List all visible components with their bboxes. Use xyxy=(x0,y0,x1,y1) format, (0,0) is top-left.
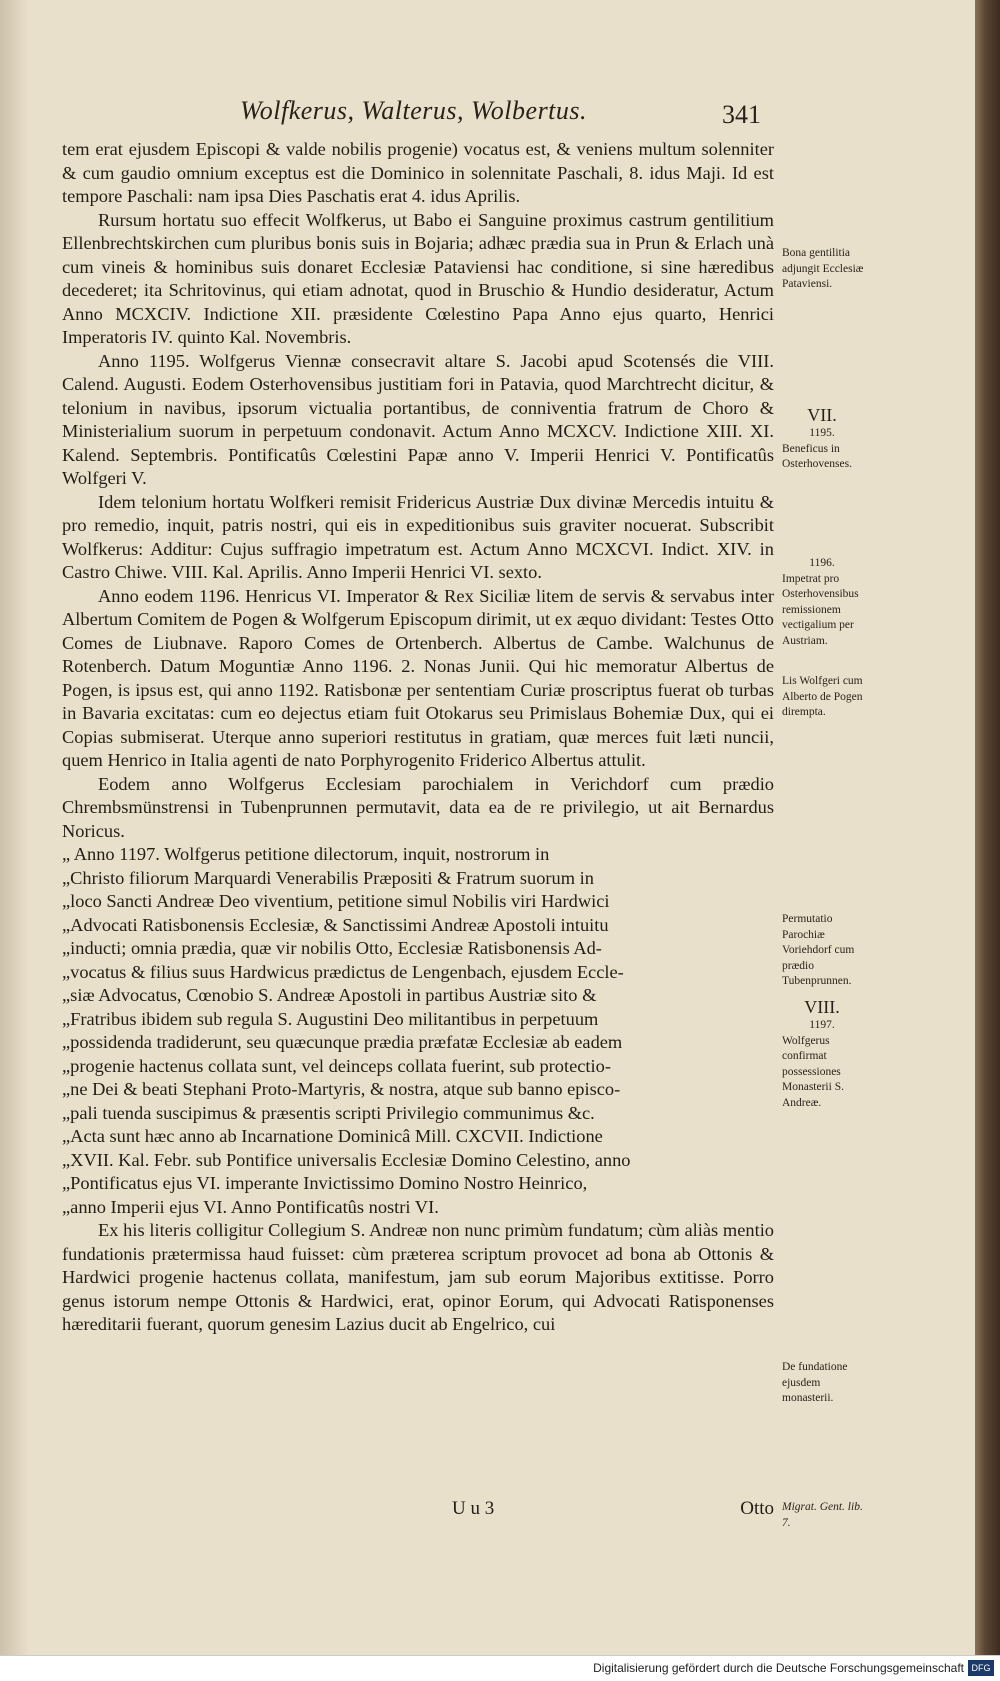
margin-note: De fundatione ejusdem monasterii. xyxy=(782,1361,848,1404)
margin-year: 1197. xyxy=(809,1019,835,1031)
signature-mark: U u 3 xyxy=(452,1498,495,1519)
quote-line: „Acta sunt hæc anno ab Incarnatione Dominicâ Mill. CXCVII. Indictione xyxy=(62,1126,603,1146)
margin-note xyxy=(782,996,874,1111)
charter-quotation xyxy=(62,843,774,1219)
quote-line: „loco Sancti Andreæ Deo viventium, petitione simul Nobilis viri Hardwici xyxy=(62,891,610,911)
running-head: Wolfkerus, Walterus, Wolbertus. xyxy=(240,96,588,125)
paragraph: Anno 1195. Wolfgerus Viennæ consecravit altare S. Jacobi apud Scotensés die VIII. Calend. Augusti. Eodem Osterhovensibus justitiam fori in Patavia, quod Marchtrecht dicitur, & telonium in navibus, ipsorum victualia portantibus, de conniventia fratrum de Choro & Ministerialium suorum in perpetuum condonavit. Actum Anno MCXCV. Indictione XIII. XI. Kalend. Septembris. Pontificatûs Cœlestini Papæ anno V. Imperii Henrici V. Pontificatûs Wolfgeri V. xyxy=(62,350,774,488)
quote-line: „anno Imperii ejus VI. Anno Pontificatûs nostri VI. xyxy=(62,1196,439,1217)
margin-note-text: Impetrat pro Osterhovensibus remissionem vectigalium per Austriam. xyxy=(782,572,859,647)
main-text-block xyxy=(62,138,774,1337)
quote-line: „progenie hactenus collata sunt, vel deinceps collata fuerint, sub protectio- xyxy=(62,1055,611,1076)
quote-line: „ne Dei & beati Stephani Proto-Martyris, & nostra, atque sub banno episco- xyxy=(62,1079,621,1099)
dfg-logo: DFG xyxy=(968,1660,994,1676)
digitization-footer xyxy=(0,1655,1000,1681)
margin-note: Lis Wolfgeri cum Alberto de Pogen dirempta. xyxy=(782,675,863,718)
margin-year: 1195. xyxy=(809,427,835,439)
quote-line: „Christo filiorum Marquardi Venerabilis Præpositi & Fratrum suorum in xyxy=(62,867,594,888)
quote-line: „Pontificatus ejus VI. imperante Invictissimo Domino Nostro Heinrico, xyxy=(62,1173,588,1193)
catchword: Otto xyxy=(740,1498,774,1519)
paragraph: Anno eodem 1196. Henricus VI. Imperator & Rex Siciliæ litem de servis & servabus inter Albertum Comitem de Pogen & Wolfgerum Episcopum dirimit, ut ex æquo dividant: Testes Otto Comes de Liubnave. Raporo Comes de Ortenberch. Albertus de Cambe. Walchunus de Rotenberch. Datum Moguntiæ Anno 1196. 2. Nonas Junii. Qui hic memoratur Albertus de Pogen, is ipsus est, qui anno 1192. Ratisbonæ per sententiam Curiæ proscriptus fuerat ob turbas in Bavaria excitatas: cum eo dejectus etiam fuit Otokarus seu Primislaus Bohemiæ Dux, qui ei Copias submiserat. Uterque anno superiori restitutus in gratiam, quæ merces fuit læti nuncii, quem Henrico in Italia agenti de nato Porphyrogenito Friderico Albertus attulit. xyxy=(62,585,774,770)
page-number: 341 xyxy=(722,100,761,129)
quote-line: „siæ Advocatus, Cœnobio S. Andreæ Apostoli in partibus Austriæ sito & xyxy=(62,985,597,1005)
margin-note: Bona gentilitia adjungit Ecclesiæ Pataviensi. xyxy=(782,247,864,290)
page-footer-line xyxy=(62,1498,774,1524)
paragraph: Rursum hortatu suo effecit Wolfkerus, ut Babo ei Sanguine proximus castrum gentilitium Ellenbrechtskirchen cum pluribus bonis suis in Bojaria; adhæc prædia sua in Prun & Erlach unà cum vineis & hominibus suis donaret Ecclesiæ Pataviensi hac conditione, si sine hæredibus decederet; ita Schritovinus, qui etiam adnotat, quod in Bruschio & Hundio desideratur, Actum Anno MCXCIV. Indictione XII. præsidente Cœlestino Papa Anno ejus quarto, Henrici Imperatoris IV. quinto Kal. Novembris. xyxy=(62,209,774,347)
margin-note-text: Wolfgerus confirmat possessiones Monasterii S. Andreæ. xyxy=(782,1034,844,1109)
quote-line: „Fratribus ibidem sub regula S. Augustini Deo militantibus in perpetuum xyxy=(62,1008,599,1029)
margin-note xyxy=(782,556,874,649)
chapter-roman: VIII. xyxy=(804,997,840,1017)
margin-note: Permutatio Parochiæ Voriehdorf cum prædio Tubenprunnen. xyxy=(782,913,855,987)
margin-note xyxy=(782,404,874,473)
paragraph: Ex his literis colligitur Collegium S. Andreæ non nunc primùm fundatum; cùm aliàs mentio fundationis prætermissa haud fuisset: cùm præterea scriptum provocet ad bona ab Ottonis & Hardwici progenie hactenus collata, manifestum, jam sub eorum Majoribus extitisse. Porro genus istorum nempe Ottonis & Hardwici, erat, opinor Eorum, qui Advocati Ratisponenses hæreditarii fuerant, quorum genesim Lazius ducit ab Engelrico, cui xyxy=(62,1220,774,1334)
paragraph: tem erat ejusdem Episcopi & valde nobilis progenie) vocatus est, & veniens multum solenniter & cum gaudio omnium exceptus est die Dominico in solennitate Paschali, 8. idus Maji. Id est tempore Paschali: nam ipsa Dies Paschatis erat 4. idus Aprilis. xyxy=(62,139,774,206)
footer-credit: Digitalisierung gefördert durch die Deutsche Forschungsgemeinschaft xyxy=(593,1661,964,1675)
quote-line: „inducti; omnia prædia, quæ vir nobilis Otto, Ecclesiæ Ratisbonensis Ad- xyxy=(62,938,602,958)
book-edge xyxy=(975,0,1000,1655)
paragraph: Eodem anno Wolfgerus Ecclesiam parochialem in Verichdorf cum prædio Chrembsmünstrensi in Tubenprunnen permutavit, data ea de re privilegio, ut ait Bernardus Noricus. xyxy=(62,773,774,841)
quote-line: „ Anno 1197. Wolfgerus petitione dilectorum, inquit, nostrorum in xyxy=(62,844,550,864)
chapter-roman: VII. xyxy=(807,405,837,425)
quote-line: „Advocati Ratisbonensis Ecclesiæ, & Sanctissimi Andreæ Apostoli intuitu xyxy=(62,914,609,935)
quote-line: „possidenda tradiderunt, seu quæcunque prædia præfatæ Ecclesiæ ab eadem xyxy=(62,1032,623,1052)
quote-line: „pali tuenda suscipimus & præsentis scripti Privilegio communimus &c. xyxy=(62,1102,595,1123)
margin-note-text: Beneficus in Osterhovenses. xyxy=(782,442,852,470)
margin-year: 1196. xyxy=(809,557,835,569)
quote-line: „XVII. Kal. Febr. sub Pontifice universalis Ecclesiæ Domino Celestino, anno xyxy=(62,1149,631,1170)
quote-line: „vocatus & filius suus Hardwicus prædictus de Lengenbach, ejusdem Eccle- xyxy=(62,961,624,982)
page-gutter-shadow xyxy=(0,0,30,1655)
paragraph: Idem telonium hortatu Wolfkeri remisit Fridericus Austriæ Dux divinæ Mercedis intuitu & pro remedio, inquit, patris nostri, qui eis in expeditionibus suis graviter nocuerat. Subscribit Wolfkerus: Additur: Cujus suffragio impetratum est. Actum Anno MCXCVI. Indict. XIV. in Castro Chiwe. VIII. Kal. Aprilis. Anno Imperii Henrici VI. sexto. xyxy=(62,491,774,582)
margin-note: Migrat. Gent. lib. 7. xyxy=(782,1501,863,1529)
